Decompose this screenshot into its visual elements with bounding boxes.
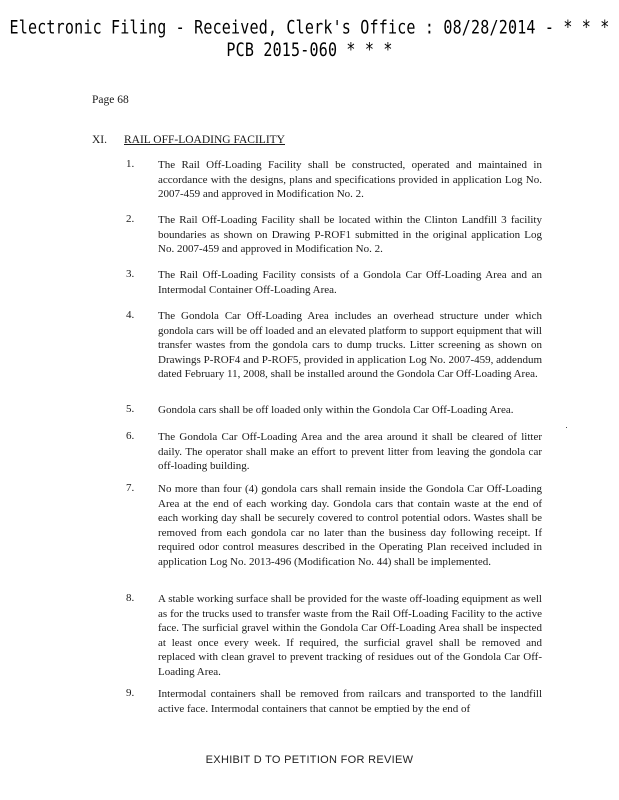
item-text: The Rail Off-Loading Facility consists of a Gondola Car Off-Loading Area and an Intermodal Container Off-Loading Area. <box>158 269 542 296</box>
item-text: The Rail Off-Loading Facility shall be located within the Clinton Landfill 3 facility boundaries as shown on Drawing P-ROF1 submitted in the original application Log No. 2007-459 and approved in Modification No. 2. <box>158 214 542 256</box>
item-text: Gondola cars shall be off loaded only within the Gondola Car Off-Loading Area. <box>158 404 514 416</box>
item-number: 9. <box>126 687 135 699</box>
item-text: Intermodal containers shall be removed from railcars and transported to the landfill active face. Intermodal containers that cannot be emptied by the end of <box>158 688 542 715</box>
item-number: 5. <box>126 403 135 415</box>
item-number: 8. <box>126 592 135 604</box>
item-text: The Gondola Car Off-Loading Area includes an overhead structure under which gondola cars will be off loaded and an elevated platform to support equipment that will transfer wastes from the gondola cars to dump trucks. Litter screening as shown on Drawings P-ROF4 and P-ROF5, provided in application Log No. 2007-459, addendum dated February 11, 2008, shall be installed around the Gondola Car Off-Loading Area. <box>158 310 542 381</box>
item-number: 6. <box>126 430 135 442</box>
exhibit-footer: EXHIBIT D TO PETITION FOR REVIEW <box>205 754 414 766</box>
section-title: RAIL OFF-LOADING FACILITY <box>124 134 285 146</box>
item-text: No more than four (4) gondola cars shall remain inside the Gondola Car Off-Loading Area at the end of each working day. Gondola cars that contain waste at the end of each working day shall be securely covered to control potential odors. Wastes shall be removed from each gondola car no later than the business day following receipt. If required odor control measures described in the Operating Plan received included in application Log No. 2013-496 (Modification No. 44) shall be implemented. <box>158 483 542 568</box>
filing-stamp-header: Electronic Filing - Received, Clerk's Office : 08/28/2014 - * * * PCB 2015-060 * * * <box>9 16 610 61</box>
section-number: XI. <box>92 134 108 146</box>
item-text: The Rail Off-Loading Facility shall be constructed, operated and maintained in accordance with the designs, plans and specifications provided in application Log No. 2007-459 and approved in Modification No. 2. <box>158 159 542 201</box>
item-number: 7. <box>126 482 135 494</box>
item-number: 3. <box>126 268 135 280</box>
page-number: Page 68 <box>92 94 129 106</box>
scan-speck <box>566 427 567 428</box>
item-number: 2. <box>126 213 135 225</box>
item-number: 1. <box>126 158 135 170</box>
item-text: A stable working surface shall be provided for the waste off-loading equipment as well as for the trucks used to transfer waste from the Rail Off-Loading Facility to the active face. The surficial gravel within the Gondola Car Off-Loading Area shall be inspected at least once every week. If required, the surficial gravel shall be removed and replaced with clean gravel to prevent tracking of residues out of the Gondola Car Off-Loading Area. <box>158 593 542 678</box>
item-text: The Gondola Car Off-Loading Area and the area around it shall be cleared of litter daily. The operator shall make an effort to prevent litter from leaving the gondola car off-loading building. <box>158 431 542 473</box>
item-number: 4. <box>126 309 135 321</box>
